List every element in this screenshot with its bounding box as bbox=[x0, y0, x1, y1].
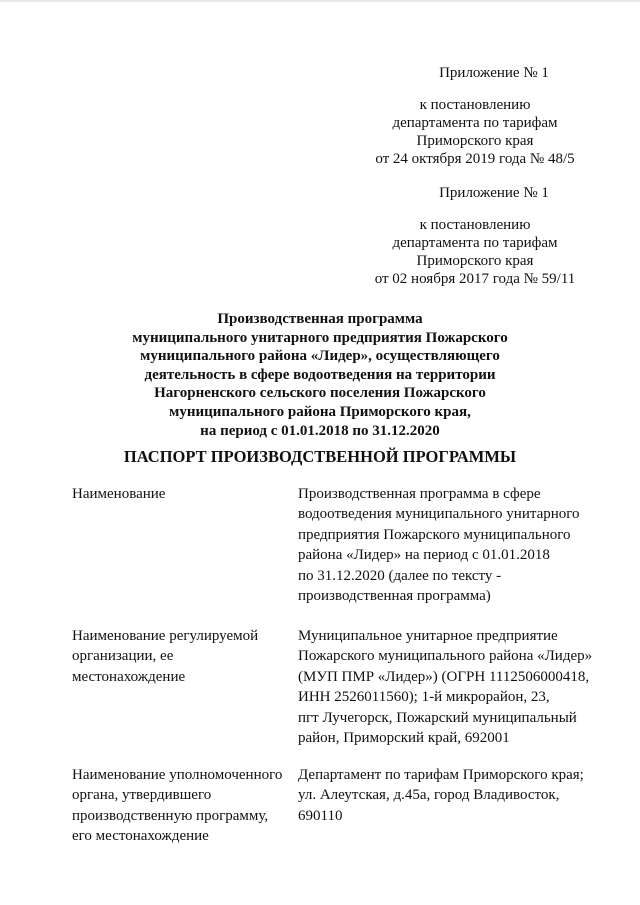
value-line: Муниципальное унитарное предприятие bbox=[298, 628, 558, 644]
program-title-line: Производственная программа bbox=[217, 311, 423, 327]
value-line: пгт Лучегорск, Пожарский муниципальный bbox=[298, 709, 577, 726]
value-line: предприятия Пожарского муниципального bbox=[298, 526, 571, 543]
value-line: по 31.12.2020 (далее по тексту - bbox=[298, 567, 502, 584]
program-title-line: муниципального унитарного предприятия Пожарского bbox=[132, 329, 508, 346]
program-title bbox=[110, 310, 530, 440]
appendix-line: Приморского края bbox=[416, 253, 534, 269]
program-title-line: на период с 01.01.2018 по 31.12.2020 bbox=[200, 422, 440, 439]
passport-heading: ПАСПОРТ ПРОИЗВОДСТВЕННОЙ ПРОГРАММЫ bbox=[123, 447, 517, 466]
program-title-line: деятельность в сфере водоотведения на территории bbox=[144, 366, 496, 383]
passport-row-label bbox=[72, 626, 292, 687]
value-line: 690110 bbox=[298, 807, 343, 824]
value-line: водоотведения муниципального унитарного bbox=[298, 506, 580, 523]
appendix-line: к постановлению bbox=[419, 97, 531, 113]
label-line: его местонахождение bbox=[72, 828, 209, 845]
appendix-line: Приморского края bbox=[416, 133, 534, 149]
label-line: Наименование уполномоченного bbox=[72, 767, 283, 783]
value-line: района «Лидер» на период с 01.01.2018 bbox=[298, 547, 550, 564]
program-title-line: Нагорненского сельского поселения Пожарского bbox=[154, 385, 486, 402]
value-line: Пожарского муниципального района «Лидер» bbox=[298, 648, 593, 665]
value-line: (МУП ПМР «Лидер») (ОГРН 1112506000418, bbox=[298, 668, 590, 685]
appendix-block-current bbox=[340, 64, 610, 168]
passport-row-value bbox=[298, 484, 608, 606]
appendix-line: департамента по тарифам bbox=[392, 235, 558, 251]
scan-edge-mark bbox=[0, 0, 640, 2]
appendix-line: департамента по тарифам bbox=[392, 115, 558, 131]
value-line: ул. Алеутская, д.45а, город Владивосток, bbox=[298, 787, 560, 804]
label-line: местонахождение bbox=[72, 668, 186, 685]
label-line: производственную программу, bbox=[72, 807, 269, 824]
appendix-line: от 02 ноября 2017 года № 59/11 bbox=[374, 271, 576, 287]
program-title-line: муниципального района Приморского края, bbox=[169, 403, 471, 420]
passport-row-label bbox=[72, 765, 292, 847]
passport-row-value bbox=[298, 626, 608, 748]
label-line: организации, ее bbox=[72, 648, 174, 665]
value-line: ИНН 2526011560); 1-й микрорайон, 23, bbox=[298, 689, 550, 706]
passport-row-value bbox=[298, 765, 608, 826]
program-title-line: муниципального района «Лидер», осуществляющего bbox=[140, 348, 500, 365]
value-line: производственная программа) bbox=[298, 588, 491, 605]
appendix-line: к постановлению bbox=[419, 217, 531, 233]
label-line: Наименование регулируемой bbox=[72, 628, 259, 644]
appendix-line: от 24 октября 2019 года № 48/5 bbox=[375, 151, 575, 167]
value-line: Департамент по тарифам Приморского края; bbox=[298, 767, 584, 783]
appendix-title: Приложение № 1 bbox=[439, 185, 549, 201]
value-line: Производственная программа в сфере bbox=[298, 486, 541, 502]
passport-row-label bbox=[72, 484, 292, 504]
appendix-title: Приложение № 1 bbox=[439, 65, 549, 81]
label-line: органа, утвердившего bbox=[72, 787, 212, 804]
value-line: район, Приморский край, 692001 bbox=[298, 730, 510, 747]
label-line: Наименование bbox=[72, 486, 166, 502]
appendix-block-original bbox=[340, 184, 610, 288]
